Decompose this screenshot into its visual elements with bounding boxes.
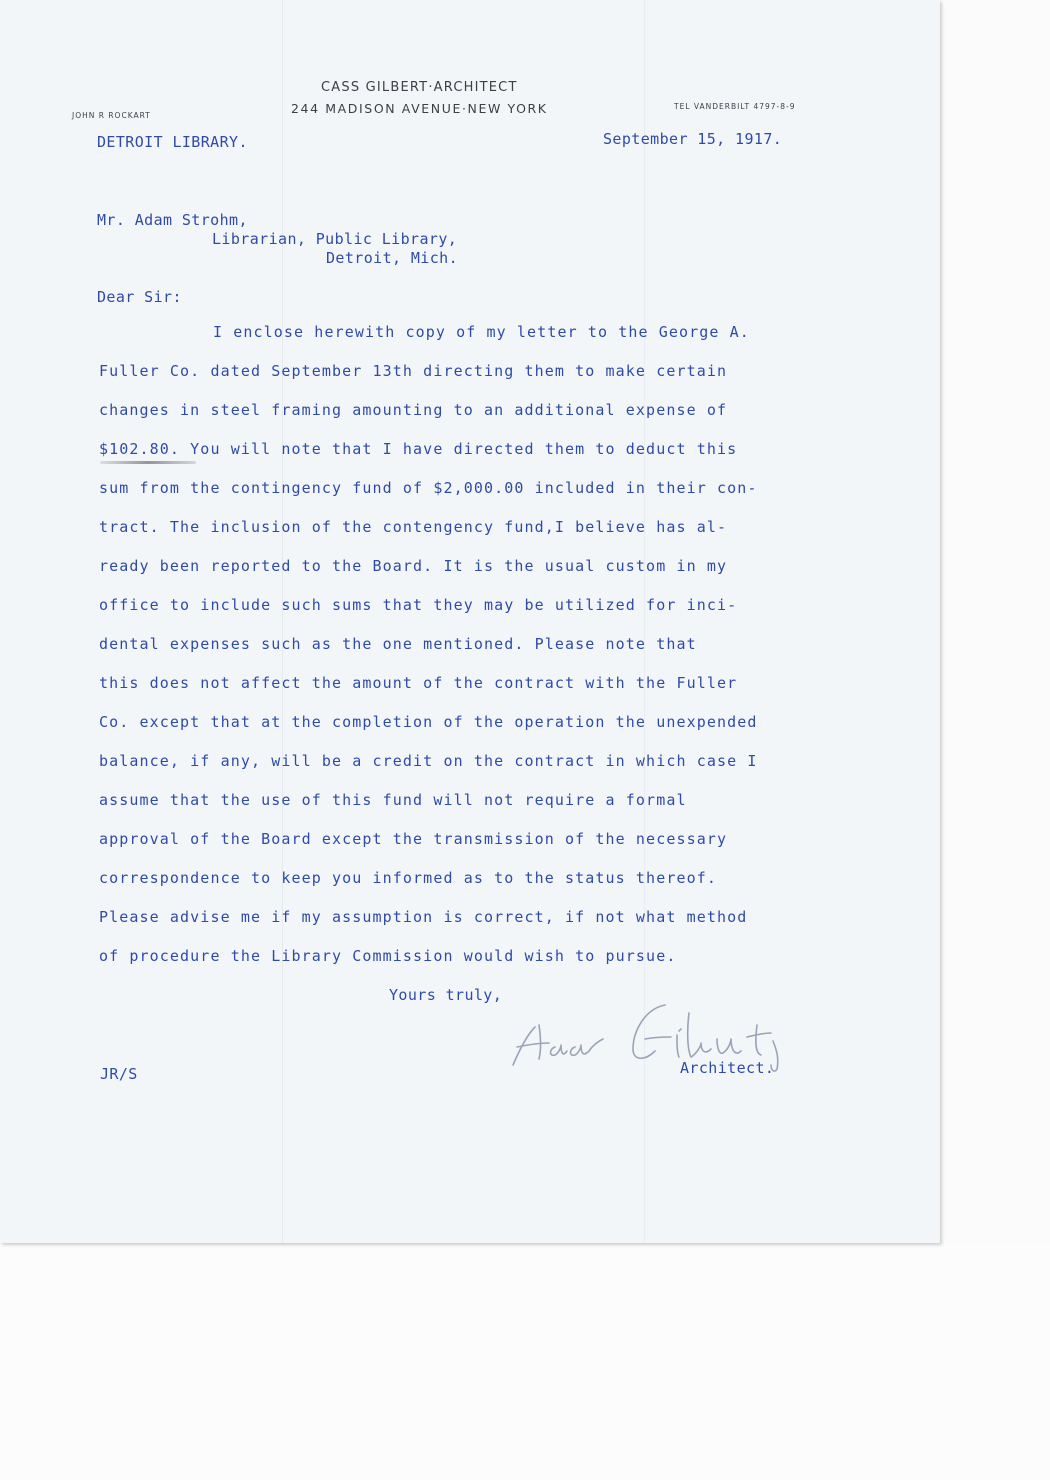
body-line: I enclose herewith copy of my letter to the George A.: [213, 323, 750, 341]
letterhead-address: 244 MADISON AVENUE·NEW YORK: [291, 101, 548, 116]
letter-date: September 15, 1917.: [603, 130, 783, 148]
body-line: Fuller Co. dated September 13th directing them to make certain: [99, 362, 728, 380]
body-line: Please advise me if my assumption is correct, if not what method: [99, 908, 748, 926]
body-line: assume that the use of this fund will not require a formal: [99, 791, 687, 809]
body-line: changes in steel framing amounting to an additional expense of: [99, 401, 728, 419]
recipient-title: Librarian, Public Library,: [212, 230, 458, 248]
letterhead-left-name: JOHN R ROCKART: [72, 111, 151, 120]
body-line: $102.80. You will note that I have directed them to deduct this: [99, 440, 738, 458]
body-line: approval of the Board except the transmission of the necessary: [99, 830, 728, 848]
body-line: tract. The inclusion of the contengency fund,I believe has al-: [99, 518, 728, 536]
paper-fold: [282, 0, 283, 1243]
letterhead-firm: CASS GILBERT·ARCHITECT: [321, 80, 518, 95]
body-line: balance, if any, will be a credit on the contract in which case I: [99, 752, 758, 770]
letterhead-telephone: TEL VANDERBILT 4797-8-9: [674, 102, 796, 111]
closing: Yours truly,: [389, 986, 503, 1004]
typist-initials: JR/S: [100, 1065, 138, 1083]
body-line: of procedure the Library Commission would wish to pursue.: [99, 947, 677, 965]
salutation: Dear Sir:: [97, 288, 182, 306]
photo-backdrop: [0, 1245, 1050, 1480]
recipient-name: Mr. Adam Strohm,: [97, 211, 248, 229]
letter-subject: DETROIT LIBRARY.: [97, 133, 248, 151]
recipient-city: Detroit, Mich.: [326, 249, 459, 267]
body-line: Co. except that at the completion of the operation the unexpended: [99, 713, 758, 731]
pencil-underline: [100, 461, 196, 464]
signatory-title: Architect.: [680, 1059, 775, 1077]
body-line: ready been reported to the Board. It is the usual custom in my: [99, 557, 728, 575]
body-line: correspondence to keep you informed as to the status thereof.: [99, 869, 717, 887]
body-line: office to include such sums that they may be utilized for inci-: [99, 596, 738, 614]
body-line: sum from the contingency fund of $2,000.00 included in their con-: [99, 479, 758, 497]
body-line: this does not affect the amount of the contract with the Fuller: [99, 674, 738, 692]
body-line: dental expenses such as the one mentioned. Please note that: [99, 635, 697, 653]
